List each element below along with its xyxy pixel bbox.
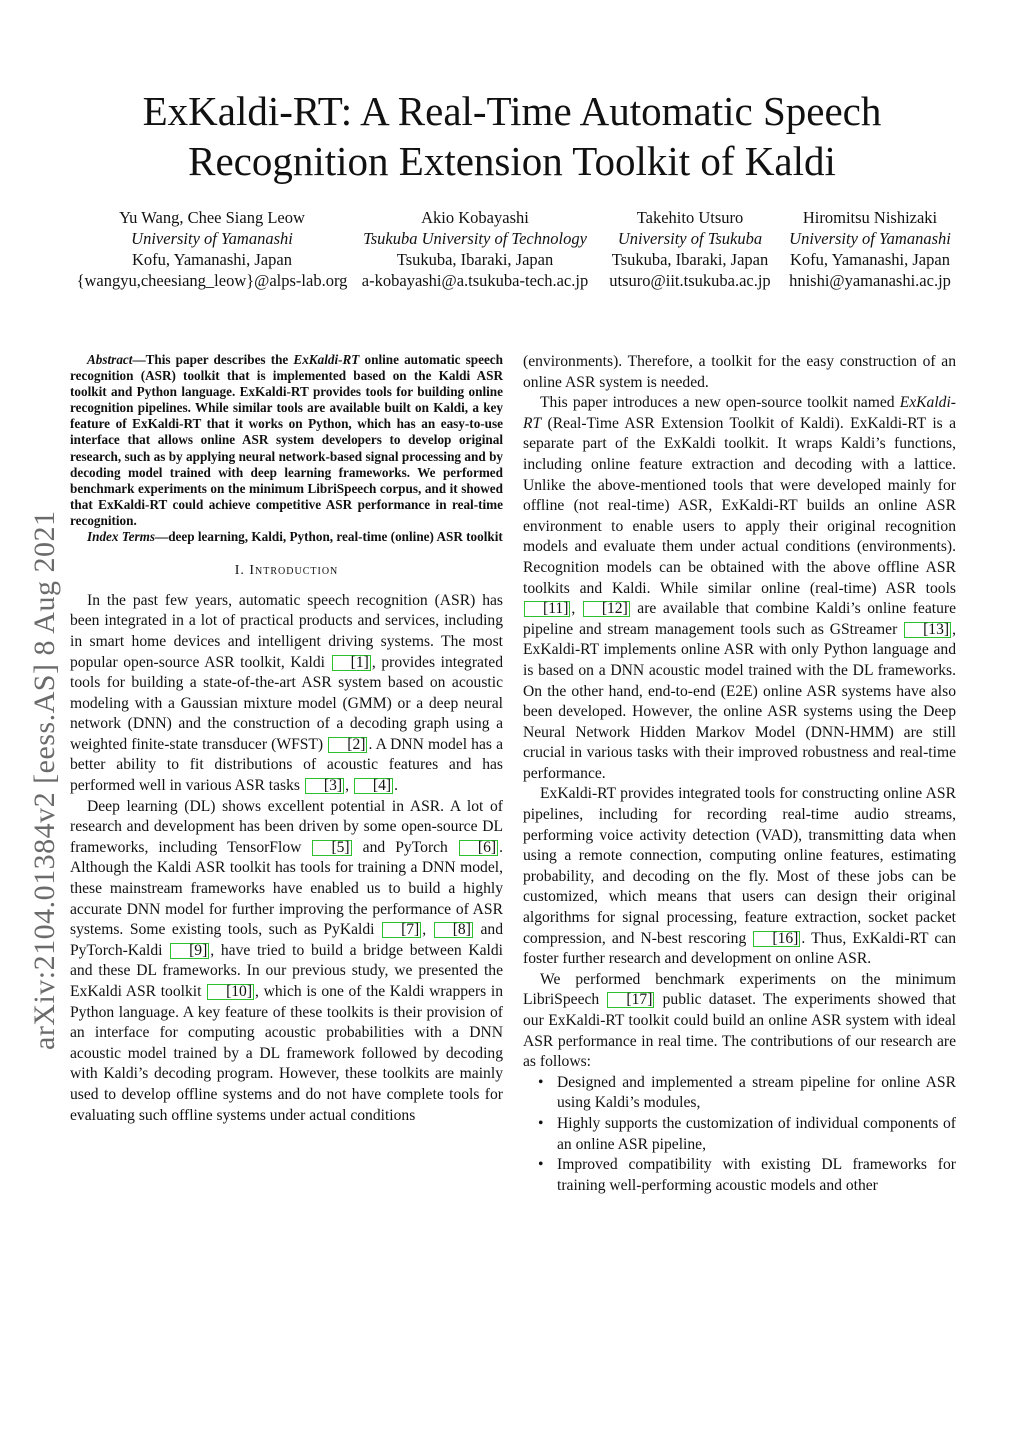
- index-terms-text: —deep learning, Kaldi, Python, real-time (online) ASR toolkit: [155, 529, 503, 545]
- contribution-list: [523, 1073, 956, 1197]
- index-terms: [70, 529, 503, 545]
- citation-link[interactable]: [2]: [328, 737, 367, 753]
- author-block: [62, 207, 962, 297]
- author-location: Tsukuba, Ibaraki, Japan: [396, 250, 554, 269]
- author-affiliation: University of Yamanashi: [131, 229, 293, 248]
- citation-link[interactable]: [5]: [312, 840, 351, 856]
- author-email: a-kobayashi@a.tsukuba-tech.ac.jp: [361, 271, 589, 290]
- abstract-dash: —This paper describes the: [132, 352, 294, 367]
- author-name: Yu Wang, Chee Siang Leow: [119, 208, 305, 227]
- list-item: • Improved compatibility with existing DL frameworks for training well-performing acoustic models and other: [538, 1156, 956, 1194]
- bullet-icon: •: [538, 1073, 544, 1091]
- bullet-icon: •: [538, 1156, 544, 1174]
- section-title: Introduction: [249, 563, 339, 579]
- citation-link[interactable]: [10]: [207, 984, 254, 1000]
- author-name: Takehito Utsuro: [636, 208, 744, 227]
- title-line-2: Recognition Extension Toolkit of Kaldi: [188, 138, 836, 184]
- author-email: utsuro@iit.tsukuba.ac.jp: [609, 271, 771, 290]
- citation-link[interactable]: [11]: [524, 601, 570, 617]
- intro-paragraph-1: In the past few years, automatic speech recognition (ASR) has been integrated in a lot of practical products and services, including in smart home devices and intelligent driving systems. The most popular open-source ASR toolkit, Kaldi [1] , provides integrated tools for building a state-of-the-art ASR system based on acoustic modeling with a Gaussian mixture model (GMM) or a deep neural network (DNN) and the construction of a decoding graph using a weighted finite-state transducer (WFST) [2] . A DNN model has a better ability to fit distributions of acoustic features and has performed well in various ASR tasks [3] , [4] .: [70, 591, 503, 795]
- list-item: • Designed and implemented a stream pipeline for online ASR using Kaldi’s modules,: [538, 1073, 956, 1112]
- author-name: Akio Kobayashi: [421, 208, 529, 227]
- abstract-label: Abstract: [87, 352, 133, 367]
- left-column: [70, 352, 503, 1126]
- citation-link[interactable]: [12]: [583, 601, 630, 617]
- section-heading: [70, 561, 503, 582]
- abstract: [70, 352, 503, 529]
- citation-link[interactable]: [1]: [332, 655, 371, 671]
- author-affiliation: Tsukuba University of Technology: [363, 229, 587, 248]
- author-location: Kofu, Yamanashi, Japan: [790, 250, 950, 269]
- citation-link[interactable]: [7]: [382, 922, 421, 938]
- citation-link[interactable]: [13]: [904, 622, 951, 638]
- intro-paragraph-5: We performed benchmark experiments on the minimum LibriSpeech [17] public dataset. The experiments showed that our ExKaldi-RT toolkit could build an online ASR system with ideal ASR performance in real time. The contributions of our research are as follows:: [523, 970, 956, 1071]
- citation-link[interactable]: [4]: [354, 778, 393, 794]
- arxiv-identifier: arXiv:2104.01384v2 [eess.AS] 8 Aug 2021: [28, 510, 61, 1050]
- intro-paragraph-4: ExKaldi-RT provides integrated tools for constructing online ASR pipelines, including for recording real-time audio streams, performing voice activity detection (VAD), transmitting data when using a remote connection, computing online features, estimating probability, and decoding on the fly. Most of these jobs can be customized, which means that users can design their original algorithms for signal processing, feature extraction, socket packet compression, and N-best rescoring [16] . Thus, ExKaldi-RT can foster further research and development on online ASR.: [523, 785, 957, 968]
- author-3: [592, 207, 788, 291]
- citation-link[interactable]: [3]: [305, 778, 344, 794]
- author-name: Hiromitsu Nishizaki: [802, 208, 938, 227]
- author-affiliation: University of Tsukuba: [617, 229, 763, 248]
- paper-title: [60, 86, 964, 186]
- author-2: [348, 207, 602, 291]
- author-4: [778, 207, 962, 291]
- title-line-1: ExKaldi-RT: A Real-Time Automatic Speech: [142, 88, 882, 134]
- citation-link[interactable]: [9]: [170, 943, 209, 959]
- author-email: {wangyu,cheesiang_leow}@alps-lab.org: [76, 271, 348, 290]
- toolkit-name: ExKaldi-RT: [523, 394, 956, 432]
- continued-paragraph: (environments). Therefore, a toolkit for the easy construction of an online ASR system is needed.: [523, 353, 956, 391]
- abstract-text: online automatic speech recognition (ASR) toolkit that is implemented based on the Kaldi ASR toolkit and Python language. ExKaldi-RT provides tools for building online recognition pipelines. While similar tools are available built on Kaldi, a key feature of ExKaldi-RT that it works on Python, which has an easy-to-use interface that allows online ASR system developers to develop original research, such as by applying neural network-based signal processing and by decoding model trained with deep learning frameworks. We performed benchmark experiments on the minimum LibriSpeech corpus, and it showed that ExKaldi-RT could achieve competitive ASR performance in real-time recognition.: [70, 352, 503, 528]
- section-number: I.: [234, 563, 245, 579]
- author-location: Tsukuba, Ibaraki, Japan: [611, 250, 769, 269]
- author-1: [62, 207, 362, 291]
- citation-link[interactable]: [6]: [459, 840, 498, 856]
- author-affiliation: University of Yamanashi: [789, 229, 951, 248]
- right-column: [523, 352, 956, 1196]
- citation-link[interactable]: [16]: [753, 931, 800, 947]
- intro-paragraph-3: This paper introduces a new open-source toolkit named ExKaldi-RT (Real-Time ASR Extension Toolkit of Kaldi). ExKaldi-RT is a separate part of the ExKaldi toolkit. It wraps Kaldi’s functions, including online feature extraction and decoding with a lattice. Unlike the above-mentioned tools that were developed mainly for offline (not real-time) ASR, ExKaldi-RT builds an online ASR environment to enable users to apply their original recognition models and evaluate them under actual conditions (environments). Recognition models can be obtained with the above offline ASR toolkits and Kaldi. While similar online (real-time) ASR tools [11] , [12] are available that combine Kaldi’s online feature pipeline and stream management tools such as GStreamer [13] , ExKaldi-RT implements online ASR with only Python language and is based on a DNN acoustic model trained with the DL frameworks. On the other hand, end-to-end (E2E) online ASR systems have also been developed. However, the online ASR systems using the Deep Neural Network Hidden Markov Model (DNN-HMM) are still crucial in various tasks with their improved robustness and real-time performance.: [523, 394, 957, 782]
- author-location: Kofu, Yamanashi, Japan: [132, 250, 292, 269]
- intro-paragraph-2: Deep learning (DL) shows excellent potential in ASR. A lot of research and development has been driven by some open-source DL frameworks, including TensorFlow [5] and PyTorch [6] . Although the Kaldi ASR toolkit has tools for training a DNN model, these mainstream frameworks have enabled us to build a highly accurate DNN model for further improving the performance of ASR systems. Some existing tools, such as PyKaldi [7] , [8] and PyTorch-Kaldi [9] , have tried to build a bridge between Kaldi and these DL frameworks. In our previous study, we presented the ExKaldi ASR toolkit [10] , which is one of the Kaldi wrappers in Python language. A key feature of these toolkits is their provision of an interface for computing acoustic probabilities with a DNN acoustic model trained by a DL framework followed by decoding with Kaldi’s decoding program. However, these toolkits are mainly used to develop offline systems and do not have complete tools for evaluating such offline systems under actual conditions: [70, 797, 504, 1124]
- citation-link[interactable]: [17]: [607, 992, 654, 1008]
- author-email: hnishi@yamanashi.ac.jp: [789, 271, 951, 290]
- abstract-toolkit-name: ExKaldi-RT: [293, 352, 360, 367]
- citation-link[interactable]: [8]: [434, 922, 473, 938]
- list-item: • Highly supports the customization of individual components of an online ASR pipeline,: [538, 1114, 956, 1153]
- bullet-icon: •: [538, 1114, 544, 1132]
- index-terms-label: Index Terms: [87, 529, 156, 545]
